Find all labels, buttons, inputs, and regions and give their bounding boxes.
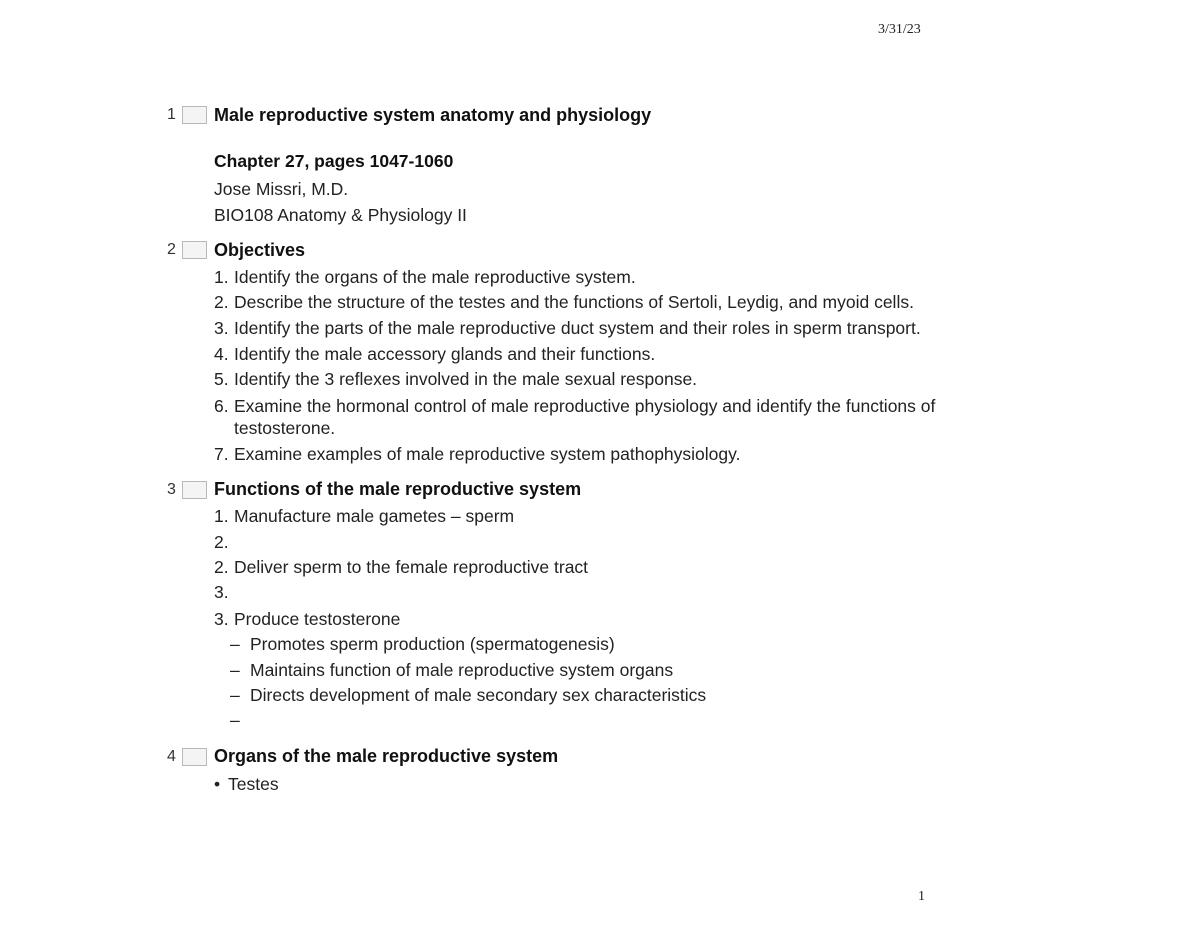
item-text: Identify the male accessory glands and their functions. — [234, 344, 656, 364]
item-number: 2. — [214, 292, 229, 312]
sub-item-text: Maintains function of male reproductive system organs — [250, 660, 674, 680]
item-number: 3. — [214, 582, 229, 602]
slide-title: Objectives — [214, 240, 306, 260]
course-name: BIO108 Anatomy & Physiology II — [214, 205, 467, 225]
item-number: 3. — [214, 609, 229, 629]
item-number: 7. — [214, 444, 229, 464]
item-text: Manufacture male gametes – sperm — [234, 506, 515, 526]
item-number: 5. — [214, 369, 229, 389]
slide-thumbnail[interactable] — [182, 241, 207, 259]
item-text: Describe the structure of the testes and the functions of Sertoli, Leydig, and myoid cells. — [234, 292, 914, 312]
slide-number: 4 — [167, 748, 176, 765]
slide-number: 2 — [167, 241, 176, 258]
dash-marker: – — [230, 660, 240, 680]
dash-marker: – — [230, 634, 240, 654]
item-number: 4. — [214, 344, 229, 364]
item-number: 1. — [214, 506, 229, 526]
item-number: 2. — [214, 532, 229, 552]
item-text: Produce testosterone — [234, 609, 401, 629]
dash-marker: – — [230, 685, 240, 705]
slide-thumbnail[interactable] — [182, 481, 207, 499]
bullet-text: Testes — [228, 774, 279, 794]
item-number: 2. — [214, 557, 229, 577]
page-date: 3/31/23 — [878, 22, 921, 37]
dash-marker: – — [230, 710, 240, 730]
item-text: Identify the 3 reflexes involved in the male sexual response. — [234, 369, 698, 389]
item-text: Deliver sperm to the female reproductive tract — [234, 557, 589, 577]
slide-title: Organs of the male reproductive system — [214, 746, 559, 766]
author-name: Jose Missri, M.D. — [214, 179, 349, 199]
item-text-continued: testosterone. — [234, 418, 336, 438]
bullet-marker: • — [214, 774, 221, 794]
slide-title: Functions of the male reproductive system — [214, 479, 582, 499]
item-text: Identify the parts of the male reproductive duct system and their roles in sperm transport. — [234, 318, 921, 338]
item-text: Examine examples of male reproductive system pathophysiology. — [234, 444, 741, 464]
page-number: 1 — [918, 889, 925, 904]
slide-number: 3 — [167, 481, 176, 498]
chapter-subtitle: Chapter 27, pages 1047-1060 — [214, 151, 454, 171]
item-number: 6. — [214, 396, 229, 416]
sub-item-text: Directs development of male secondary sex characteristics — [250, 685, 707, 705]
slide-thumbnail[interactable] — [182, 748, 207, 766]
slide-number: 1 — [167, 106, 176, 123]
item-text: Examine the hormonal control of male reproductive physiology and identify the functions of — [234, 396, 936, 416]
item-number: 3. — [214, 318, 229, 338]
slide-thumbnail[interactable] — [182, 106, 207, 124]
item-text: Identify the organs of the male reproductive system. — [234, 267, 636, 287]
sub-item-text: Promotes sperm production (spermatogenesis) — [250, 634, 615, 654]
item-number: 1. — [214, 267, 229, 287]
slide-title: Male reproductive system anatomy and physiology — [214, 105, 652, 125]
